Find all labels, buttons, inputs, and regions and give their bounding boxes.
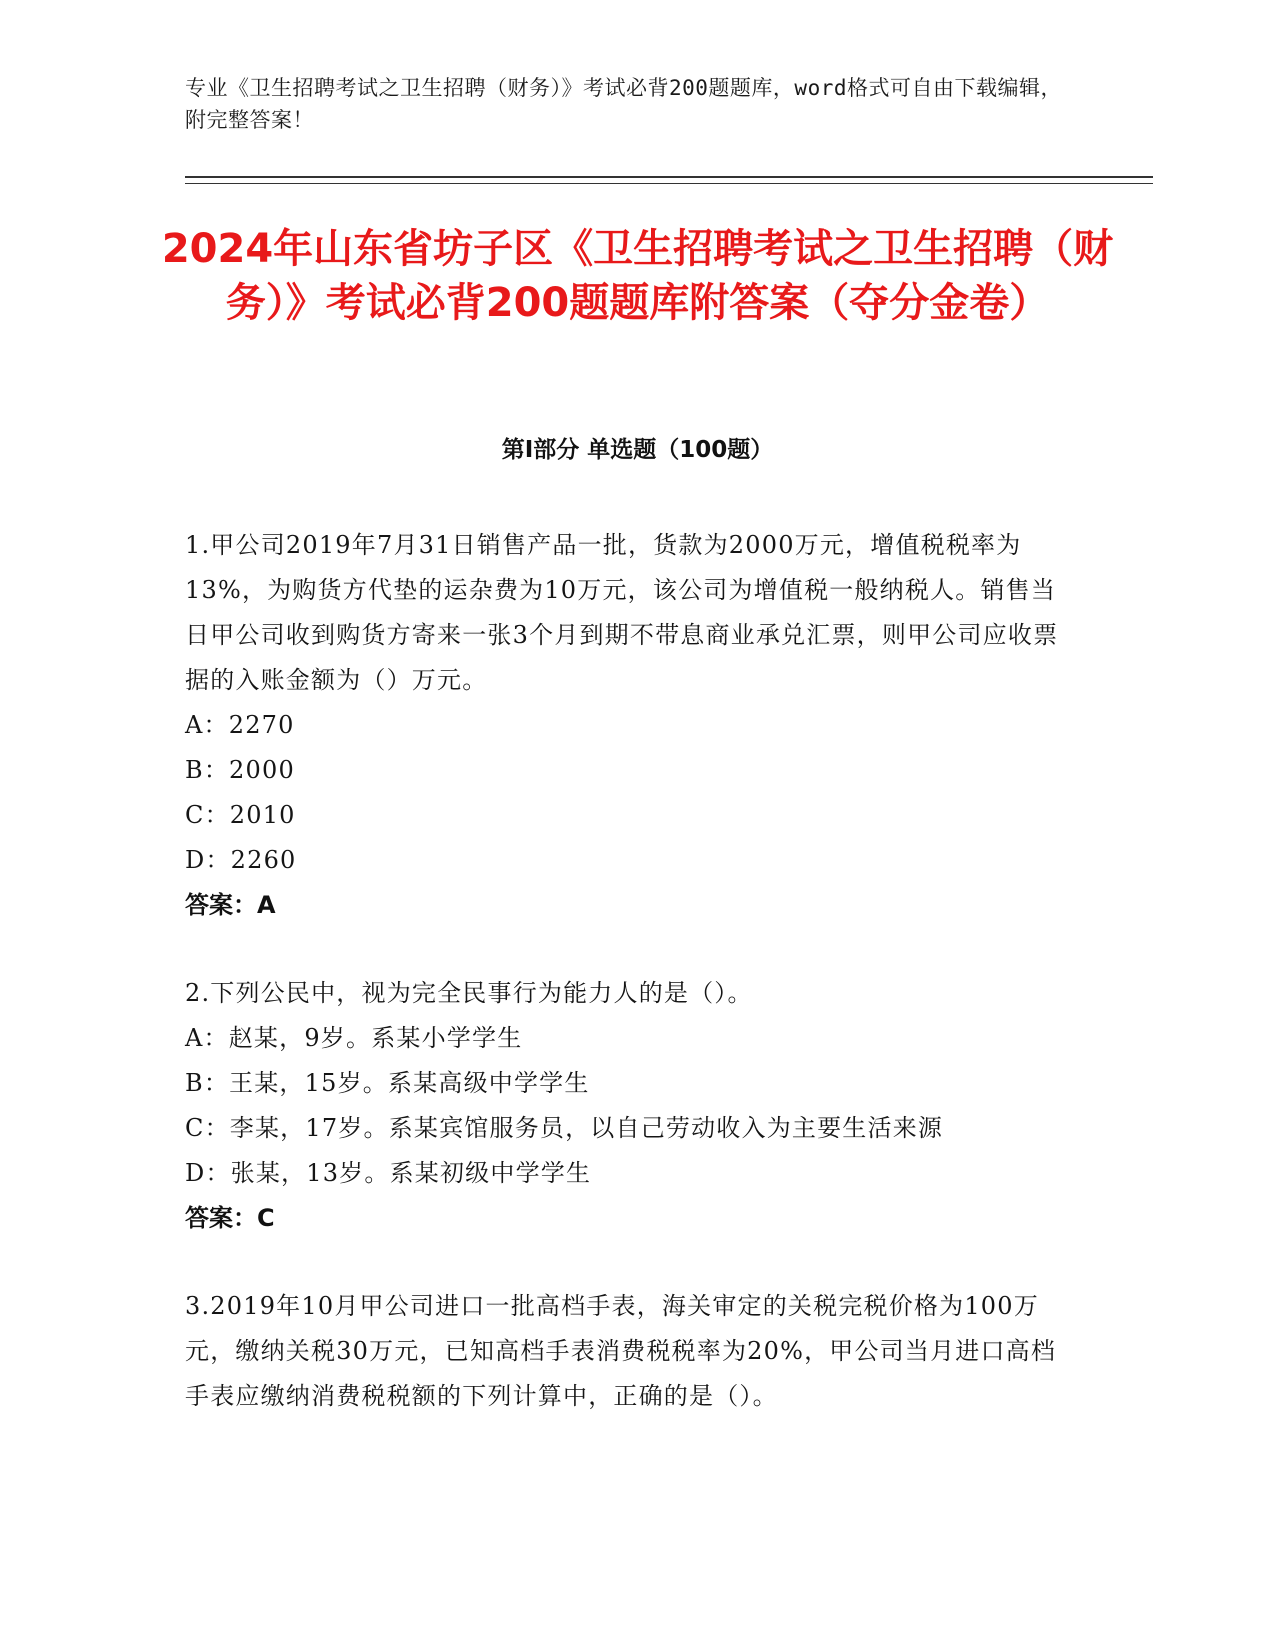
option-a: A：2270 <box>185 711 295 739</box>
question-2 <box>185 971 1070 1241</box>
option-b: B：2000 <box>185 756 295 784</box>
question-text: 1.甲公司2019年7月31日销售产品一批，货款为2000万元，增值税税率为13%，为购货方代垫的运杂费为10万元，该公司为增值税一般纳税人。销售当日甲公司收到购货方寄来一张3个月到期不带息商业承兑汇票，则甲公司应收票据的入账金额为（）万元。 <box>185 531 1059 694</box>
question-text: 2.下列公民中，视为完全民事行为能力人的是（）。 <box>185 979 753 1007</box>
option-c: C：李某，17岁。系某宾馆服务员，以自己劳动收入为主要生活来源 <box>185 1114 944 1142</box>
question-3 <box>185 1284 1070 1419</box>
option-c: C：2010 <box>185 801 296 829</box>
option-a: A：赵某，9岁。系某小学学生 <box>185 1024 523 1052</box>
question-text: 3.2019年10月甲公司进口一批高档手表，海关审定的关税完税价格为100万元，缴纳关税30万元，已知高档手表消费税税率为20%，甲公司当月进口高档手表应缴纳消费税税额的下列计算中，正确的是（）。 <box>185 1292 1057 1410</box>
option-d: D：张某，13岁。系某初级中学学生 <box>185 1159 592 1187</box>
header-divider-thin <box>185 183 1153 184</box>
header-note: 专业《卫生招聘考试之卫生招聘（财务）》考试必背200题题库，word格式可自由下载编辑，附完整答案！ <box>185 76 1062 132</box>
document-title: 2024年山东省坊子区《卫生招聘考试之卫生招聘（财务）》考试必背200题题库附答案（夺分金卷） <box>161 226 1114 326</box>
question-1 <box>185 523 1070 928</box>
answer-label: 答案：A <box>185 891 276 919</box>
answer-label: 答案：C <box>185 1204 275 1232</box>
section-title: 第Ⅰ部分 单选题（100题） <box>501 437 774 463</box>
option-b: B：王某，15岁。系某高级中学学生 <box>185 1069 590 1097</box>
option-d: D：2260 <box>185 846 297 874</box>
question-list <box>185 523 1070 1462</box>
header-divider-thick <box>185 176 1153 178</box>
